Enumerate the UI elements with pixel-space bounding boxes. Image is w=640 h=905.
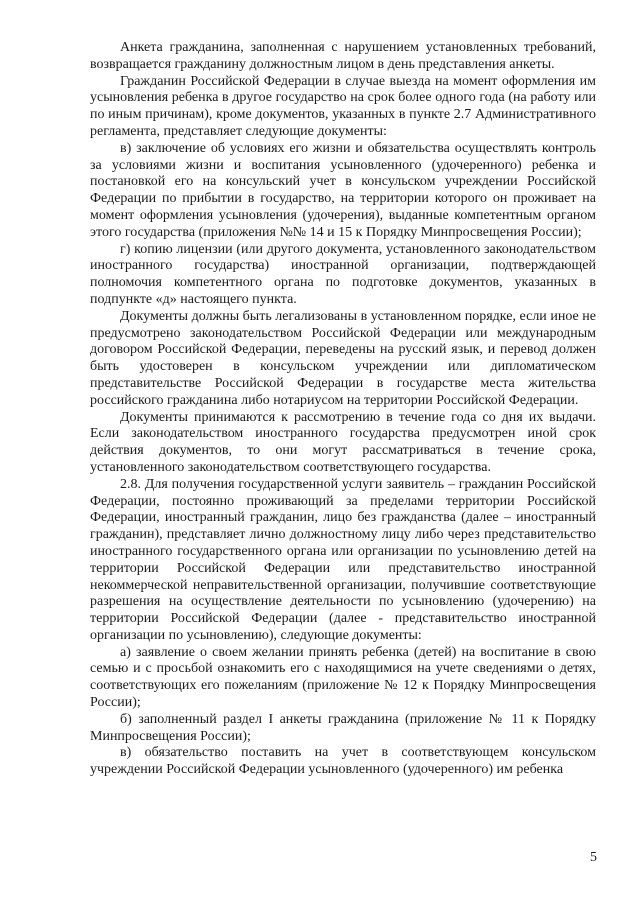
- paragraph-item-b-questionnaire: б) заполненный раздел I анкеты гражданина (приложение № 11 к Порядку Минпросвещения России);: [90, 711, 596, 744]
- paragraph-item-v-obligation: в) обязательство поставить на учет в соответствующем консульском учреждении Российской Федерации усыновленного (удочеренного) им ребенка: [90, 745, 596, 778]
- document-page: [90, 40, 596, 779]
- paragraph-citizen-abroad: Гражданин Российской Федерации в случае выезда на момент оформления им усыновления ребенка в другое государство на срок более одного года (на работу или по иным причинам), кроме документов, указанных в пункте 2.7 Административного регламента, представляет следующие документы:: [90, 73, 596, 139]
- paragraph-validity-period: Документы принимаются к рассмотрению в течение года со дня их выдачи. Если законодательством иностранного государства предусмотрен иной срок действия документов, то они могут рассматриваться в течение срока, установленного законодательством соответствующего государства.: [90, 409, 596, 475]
- paragraph-legalization: Документы должны быть легализованы в установленном порядке, если иное не предусмотрено законодательством Российской Федерации или международным договором Российской Федерации, переведены на русский язык, и перевод должен быть удостоверен в консульском учреждении или дипломатическом представительстве Российской Федерации в государстве места жительства российского гражданина либо нотариусом на территории Российской Федерации.: [90, 308, 596, 408]
- page-number: 5: [590, 850, 597, 865]
- paragraph-item-v-living-conditions: в) заключение об условиях его жизни и обязательства осуществлять контроль за условиями жизни и воспитания усыновленного (удочеренного) ребенка и постановкой его на консульский учет в консульском учреждении Российской Федерации по прибытии в государство, на территории которого он проживает на момент оформления усыновления (удочерения), выданные компетентным органом этого государства (приложения №№ 14 и 15 к Порядку Минпросвещения России);: [90, 140, 596, 240]
- paragraph-item-g-license-copy: г) копию лицензии (или другого документа, установленного законодательством иностранного государства) иностранной организации, подтверждающей полномочия компетентного органа по подготовке документов, указанных в подпункте «д» настоящего пункта.: [90, 241, 596, 307]
- paragraph-item-a-application: а) заявление о своем желании принять ребенка (детей) на воспитание в свою семью и с просьбой ознакомить его с находящимися на учете сведениями о детях, соответствующих его пожеланиям (приложение № 12 к Порядку Минпросвещения России);: [90, 644, 596, 711]
- paragraph-returned-form: Анкета гражданина, заполненная с нарушением установленных требований, возвращается гражданину должностным лицом в день представления анкеты.: [90, 40, 596, 72]
- paragraph-section-2-8: 2.8. Для получения государственной услуги заявитель – гражданин Российской Федерации, постоянно проживающий за пределами территории Российской Федерации, иностранный гражданин, лицо без гражданства (далее – иностранный гражданин), представляет лично должностному лицу либо через представительство иностранного государственного органа или организации по усыновлению детей на территории Российской Федерации или представительство иностранной некоммерческой неправительственной организации, получившие соответствующие разрешения на осуществление деятельности по усыновлению (удочерению) на территории Российской Федерации (далее - представительство иностранной организации по усыновлению), следующие документы:: [90, 476, 596, 643]
